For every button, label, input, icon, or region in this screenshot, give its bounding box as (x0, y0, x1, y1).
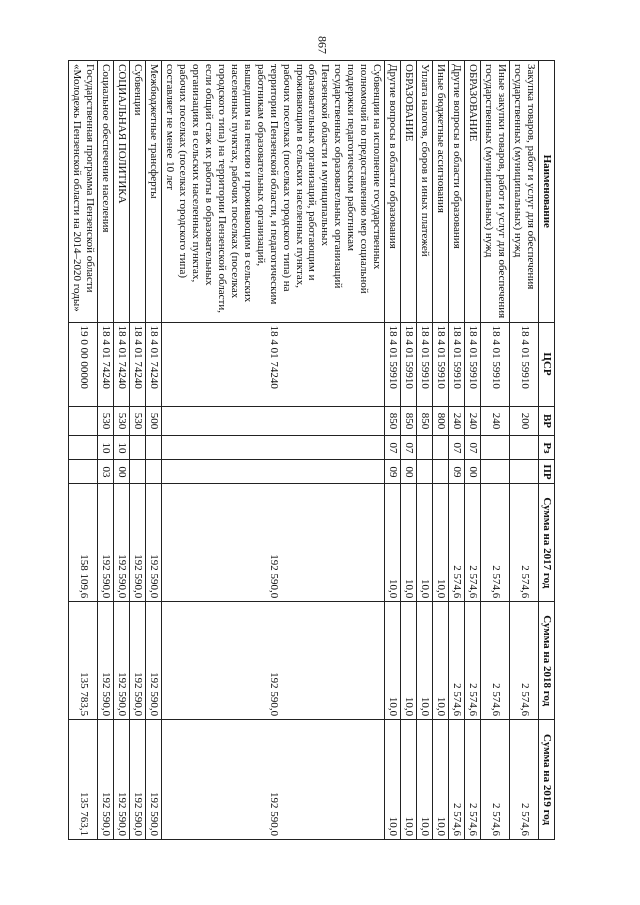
cell-sum-2019: 192 590,0 (129, 720, 145, 840)
cell-csr: 19 0 00 00000 (69, 322, 98, 406)
cell-vr: 850 (385, 406, 401, 436)
cell-name: Закупка товаров, работ и услуг для обеспечения государственных (муниципальных) нужд (510, 61, 539, 323)
cell-vr: 240 (465, 406, 481, 436)
cell-sum-2017: 10,0 (401, 484, 417, 602)
cell-pr (510, 460, 539, 484)
cell-name: Субвенции на исполнение государственных полномочий по предоставлению мер социальной поддержки педагогическим работникам государственных образовательных организаций Пензенской области и муниципальных образовательных организаций, работающим и проживающим в сельских населенных пунктах, рабочих поселках (поселках городского типа) на территории Пензенской области, и педагогическим работникам образовательных организаций, вышедшим на пенсию и проживающим в сельских населенных пунктах, рабочих поселках (поселках городского типа) на территории Пензенской области, если общий стаж их работы в образовательных организациях в сельских населенных пунктах, рабочих поселках (поселках городского типа) составляет не менее 10 лет (161, 61, 384, 323)
cell-sum-2019: 2 574,6 (465, 720, 481, 840)
table-row (417, 61, 433, 840)
cell-pr (161, 460, 384, 484)
cell-name: СОЦИАЛЬНАЯ ПОЛИТИКА (113, 61, 129, 323)
cell-vr: 850 (417, 406, 433, 436)
table-row (433, 61, 449, 840)
cell-vr (69, 406, 98, 436)
cell-vr: 530 (129, 406, 145, 436)
cell-sum-2018: 10,0 (433, 602, 449, 720)
header-rz: Рз (539, 436, 555, 460)
cell-sum-2017: 2 574,6 (465, 484, 481, 602)
cell-sum-2017: 192 590,0 (145, 484, 161, 602)
table-row (481, 61, 510, 840)
cell-sum-2018: 135 783,5 (69, 602, 98, 720)
cell-name: Иные бюджетные ассигнования (433, 61, 449, 323)
cell-csr: 18 4 01 59910 (385, 322, 401, 406)
cell-pr (417, 460, 433, 484)
cell-sum-2019: 10,0 (433, 720, 449, 840)
cell-csr: 18 4 01 59910 (481, 322, 510, 406)
cell-name: ОБРАЗОВАНИЕ (465, 61, 481, 323)
cell-sum-2017: 10,0 (433, 484, 449, 602)
cell-name: Межбюджетные трансферты (145, 61, 161, 323)
cell-pr (433, 460, 449, 484)
cell-pr (145, 460, 161, 484)
cell-sum-2017: 192 590,0 (161, 484, 384, 602)
cell-vr: 240 (481, 406, 510, 436)
cell-rz (69, 436, 98, 460)
cell-sum-2019: 192 590,0 (161, 720, 384, 840)
cell-vr: 800 (433, 406, 449, 436)
cell-csr: 18 4 01 59910 (510, 322, 539, 406)
table-row (98, 61, 114, 840)
table-row (385, 61, 401, 840)
header-sum-2017: Сумма на 2017 год (539, 484, 555, 602)
cell-sum-2019: 10,0 (417, 720, 433, 840)
cell-sum-2019: 192 590,0 (145, 720, 161, 840)
table-row (129, 61, 145, 840)
header-sum-2018: Сумма на 2018 год (539, 602, 555, 720)
table-row (113, 61, 129, 840)
cell-sum-2018: 192 590,0 (161, 602, 384, 720)
cell-sum-2019: 2 574,6 (510, 720, 539, 840)
cell-sum-2017: 10,0 (417, 484, 433, 602)
cell-name: Уплата налогов, сборов и иных платежей (417, 61, 433, 323)
cell-sum-2017: 192 590,0 (129, 484, 145, 602)
cell-pr: 03 (98, 460, 114, 484)
cell-rz: 07 (401, 436, 417, 460)
table-row (145, 61, 161, 840)
cell-pr (69, 460, 98, 484)
table-body (69, 61, 539, 840)
cell-vr: 850 (401, 406, 417, 436)
cell-vr: 500 (145, 406, 161, 436)
cell-rz (433, 436, 449, 460)
cell-csr: 18 4 01 59910 (417, 322, 433, 406)
cell-csr: 18 4 01 74240 (113, 322, 129, 406)
table-row (510, 61, 539, 840)
cell-csr: 18 4 01 59910 (465, 322, 481, 406)
cell-sum-2017: 2 574,6 (449, 484, 465, 602)
cell-name: Другие вопросы в области образования (449, 61, 465, 323)
cell-sum-2017: 10,0 (385, 484, 401, 602)
cell-sum-2019: 2 574,6 (481, 720, 510, 840)
cell-rz (161, 436, 384, 460)
cell-csr: 18 4 01 74240 (161, 322, 384, 406)
header-sum-2019: Сумма на 2019 год (539, 720, 555, 840)
cell-sum-2019: 10,0 (385, 720, 401, 840)
cell-pr: 00 (113, 460, 129, 484)
cell-sum-2018: 10,0 (385, 602, 401, 720)
cell-pr: 00 (465, 460, 481, 484)
cell-pr: 09 (449, 460, 465, 484)
cell-sum-2018: 192 590,0 (113, 602, 129, 720)
cell-sum-2018: 2 574,6 (465, 602, 481, 720)
cell-sum-2017: 192 590,0 (113, 484, 129, 602)
cell-rz (145, 436, 161, 460)
cell-rz: 07 (449, 436, 465, 460)
cell-rz: 07 (385, 436, 401, 460)
cell-pr (129, 460, 145, 484)
cell-vr: 530 (98, 406, 114, 436)
cell-sum-2018: 2 574,6 (481, 602, 510, 720)
header-vr: ВР (539, 406, 555, 436)
cell-sum-2018: 10,0 (417, 602, 433, 720)
budget-table (68, 60, 555, 840)
cell-rz: 10 (98, 436, 114, 460)
cell-vr: 240 (449, 406, 465, 436)
table-row (465, 61, 481, 840)
table-header-row (539, 61, 555, 840)
rotated-table-container (71, 60, 555, 840)
cell-vr: 200 (510, 406, 539, 436)
cell-sum-2018: 10,0 (401, 602, 417, 720)
cell-rz (417, 436, 433, 460)
cell-pr: 00 (401, 460, 417, 484)
cell-sum-2017: 158 109,6 (69, 484, 98, 602)
cell-rz (481, 436, 510, 460)
cell-sum-2017: 192 590,0 (98, 484, 114, 602)
cell-name: Иные закупки товаров, работ и услуг для обеспечения государственных (муниципальных) нужд (481, 61, 510, 323)
cell-sum-2018: 192 590,0 (129, 602, 145, 720)
cell-name: ОБРАЗОВАНИЕ (401, 61, 417, 323)
table-row (69, 61, 98, 840)
table-row (161, 61, 384, 840)
cell-pr: 09 (385, 460, 401, 484)
header-name: Наименование (539, 61, 555, 323)
cell-sum-2018: 192 590,0 (145, 602, 161, 720)
cell-csr: 18 4 01 59910 (433, 322, 449, 406)
cell-name: Другие вопросы в области образования (385, 61, 401, 323)
cell-rz: 10 (113, 436, 129, 460)
cell-sum-2019: 2 574,6 (449, 720, 465, 840)
cell-vr: 530 (113, 406, 129, 436)
page-number: 867 (315, 36, 330, 54)
cell-rz (129, 436, 145, 460)
cell-vr (161, 406, 384, 436)
cell-csr: 18 4 01 74240 (98, 322, 114, 406)
cell-sum-2017: 2 574,6 (481, 484, 510, 602)
cell-csr: 18 4 01 59910 (401, 322, 417, 406)
cell-sum-2019: 135 763,1 (69, 720, 98, 840)
table-row (401, 61, 417, 840)
cell-name: Социальное обеспечение населения (98, 61, 114, 323)
cell-rz: 07 (465, 436, 481, 460)
cell-name: Государственная программа Пензенской области «Молодежь Пензенской области на 2014–2020 годы» (69, 61, 98, 323)
cell-csr: 18 4 01 59910 (449, 322, 465, 406)
cell-name: Субвенции (129, 61, 145, 323)
cell-sum-2019: 192 590,0 (98, 720, 114, 840)
cell-sum-2018: 192 590,0 (98, 602, 114, 720)
cell-pr (481, 460, 510, 484)
cell-rz (510, 436, 539, 460)
cell-sum-2018: 2 574,6 (510, 602, 539, 720)
table-row (449, 61, 465, 840)
cell-csr: 18 4 01 74240 (129, 322, 145, 406)
cell-sum-2019: 10,0 (401, 720, 417, 840)
cell-sum-2018: 2 574,6 (449, 602, 465, 720)
cell-sum-2019: 192 590,0 (113, 720, 129, 840)
header-pr: ПР (539, 460, 555, 484)
cell-csr: 18 4 01 74240 (145, 322, 161, 406)
header-csr: ЦСР (539, 322, 555, 406)
cell-sum-2017: 2 574,6 (510, 484, 539, 602)
